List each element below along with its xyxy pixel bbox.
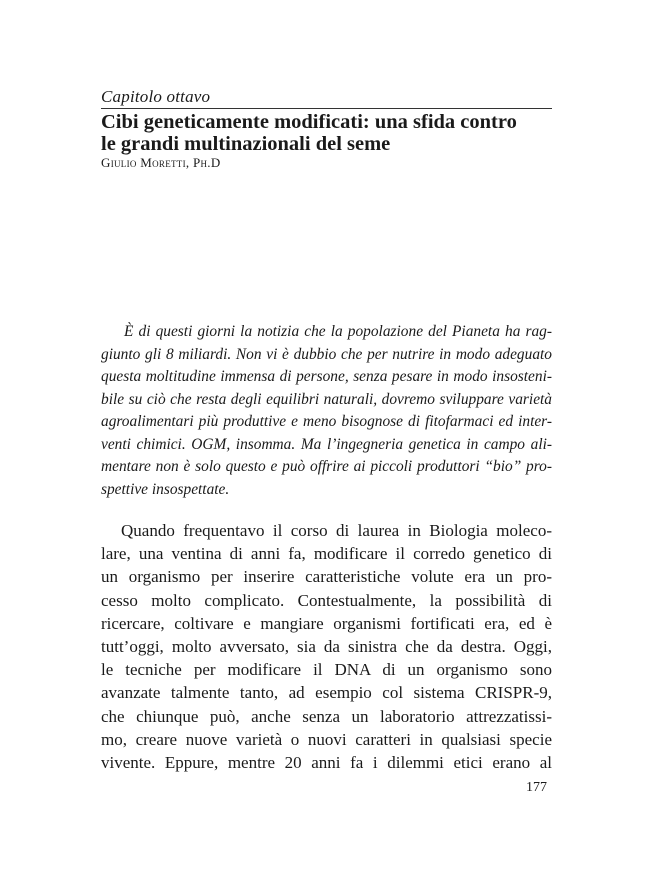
body-paragraph	[101, 519, 552, 774]
abstract-line: È di questi giorni la notizia che la popolazione del Pianeta ha rag-	[124, 323, 552, 340]
chapter-title-line: Cibi geneticamente modificati: una sfida contro	[101, 111, 517, 133]
chapter-label: Capitolo ottavo	[101, 87, 211, 106]
abstract-paragraph	[101, 321, 552, 501]
abstract-line: spettive insospettate.	[101, 480, 230, 498]
body-line: vivente. Eppure, mentre 20 anni fa i dilemmi etici erano al	[101, 753, 552, 773]
body-line: mo, creare nuove varietà o nuovi caratteri in qualsiasi specie	[101, 729, 552, 749]
page-number: 177	[526, 780, 547, 795]
body-line: tutt’oggi, molto avversato, sia da sinistra che da destra. Oggi,	[101, 637, 552, 657]
header-rule	[101, 108, 552, 109]
body-line: lare, una ventina di anni fa, modificare il corredo genetico di	[101, 544, 552, 564]
abstract-line: bile su ciò che resta degli equilibri naturali, dovremo sviluppare varietà	[101, 390, 552, 408]
chapter-title	[101, 111, 556, 155]
abstract-line: questa moltitudine immensa di persone, senza pesare in modo insosteni-	[101, 368, 552, 385]
body-line: avanzate talmente tanto, ad esempio col sistema CRISPR-9,	[101, 683, 552, 703]
body-line: cesso molto complicato. Contestualmente, la possibilità di	[101, 590, 552, 610]
abstract-line: venti chimici. OGM, insomma. Ma l’ingegneria genetica in campo ali-	[101, 435, 552, 453]
chapter-title-line: le grandi multinazionali del seme	[101, 133, 391, 155]
body-line: che chiunque può, anche senza un laboratorio attrezzatissi-	[101, 706, 552, 726]
abstract-line: giunto gli 8 miliardi. Non vi è dubbio che per nutrire in modo adeguato	[101, 345, 552, 363]
body-line: le tecniche per modificare il DNA di un organismo sono	[101, 660, 552, 680]
body-line: ricercare, coltivare e mangiare organismi fortificati era, ed è	[101, 613, 552, 633]
body-line: un organismo per inserire caratteristiche volute era un pro-	[101, 567, 552, 587]
abstract-line: agroalimentari più produttive e meno bisognose di fitofarmaci ed inter-	[101, 413, 552, 430]
body-line: Quando frequentavo il corso di laurea in Biologia moleco-	[121, 521, 552, 540]
author-name: Giulio Moretti, Ph.D	[101, 155, 221, 170]
abstract-line: mentare non è solo questo e può offrire ai piccoli produttori “bio” pro-	[101, 458, 552, 475]
